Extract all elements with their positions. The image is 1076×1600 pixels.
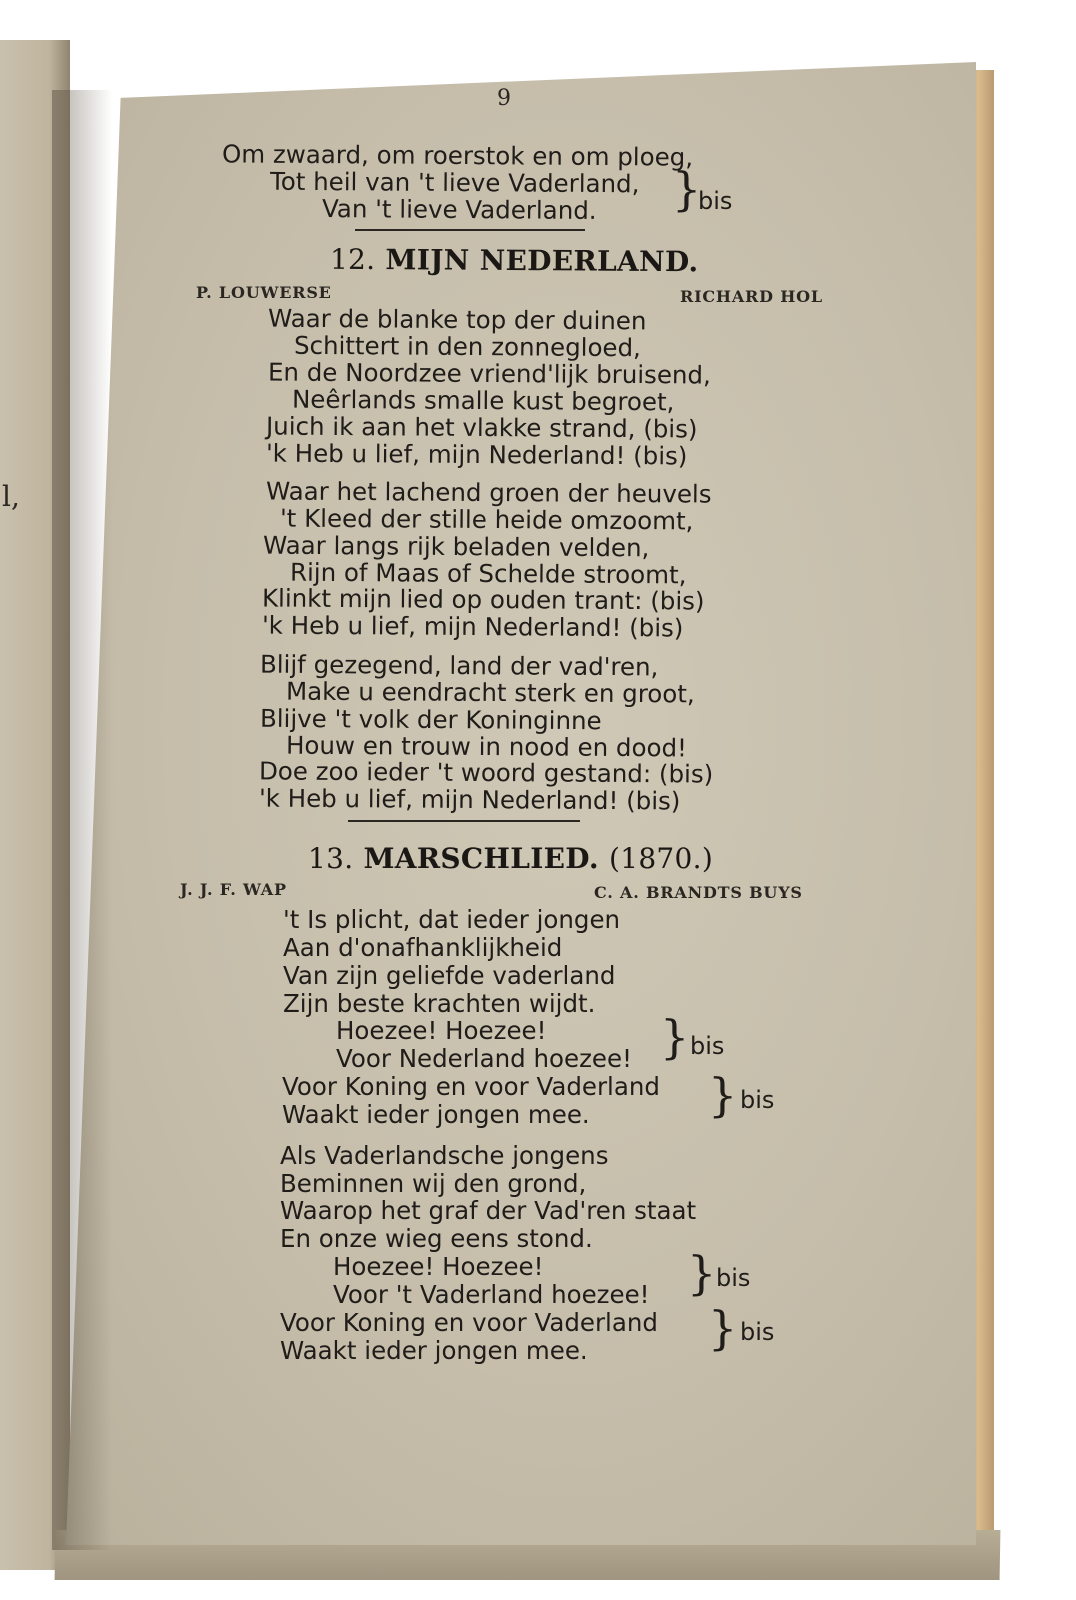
refrain-line: Hoezee! Hoezee! [336, 1016, 547, 1045]
refrain-line: Voor Koning en voor Vaderland [282, 1072, 660, 1101]
verse-line: En de Noordzee vriend'lijk bruisend, [267, 357, 711, 390]
song-title-text: MARSCHLIED. [363, 842, 599, 875]
verse-line: 't Kleed der stille heide omzoomt, [279, 503, 694, 536]
lyricist-credit: J. J. F. WAP [180, 880, 287, 899]
verse-line: Zijn beste krachten wijdt. [283, 989, 596, 1018]
bis-label: bis [698, 187, 733, 215]
bis-brace: } [687, 1246, 717, 1300]
verse-line: Doe zoo ieder 't woord gestand: (bis) [258, 756, 714, 789]
composer-credit: C. A. BRANDTS BUYS [594, 883, 803, 902]
verse-line: Blijve 't volk der Koninginne [259, 703, 602, 736]
song-title [308, 842, 713, 875]
verse-line: Als Vaderlandsche jongens [280, 1141, 609, 1170]
section-divider [355, 229, 585, 231]
verse-line: Houw en trouw in nood en dood! [285, 730, 688, 763]
verse-line: Beminnen wij den grond, [280, 1169, 587, 1198]
song-title-text: MIJN NEDERLAND. [385, 243, 699, 279]
verse-line: 'k Heb u lief, mijn Nederland! (bis) [265, 438, 688, 471]
song-title [330, 243, 699, 279]
page-number: 9 [497, 86, 511, 111]
verse-line: Van zijn geliefde vaderland [283, 961, 616, 990]
facing-page-edge [0, 40, 70, 1570]
bis-brace: } [708, 1301, 738, 1355]
bis-brace: } [672, 162, 702, 216]
refrain-line: Hoezee! Hoezee! [333, 1252, 544, 1281]
bis-label: bis [740, 1318, 775, 1346]
refrain-line: Voor 't Vaderland hoezee! [333, 1280, 650, 1309]
verse-line: Neêrlands smalle kust begroet, [291, 384, 675, 417]
bis-label: bis [740, 1086, 775, 1114]
song-number: 12. [329, 242, 376, 277]
verse-line: Waarop het graf der Vad'ren staat [280, 1196, 697, 1225]
verse-line: 't Is plicht, dat ieder jongen [283, 905, 621, 934]
verse-line: Schittert in den zonnegloed, [293, 330, 642, 363]
refrain-line: Voor Nederland hoezee! [336, 1044, 632, 1073]
bis-label: bis [690, 1032, 725, 1060]
verse-line: Waar langs rijk beladen velden, [262, 530, 650, 563]
refrain-line: Voor Koning en voor Vaderland [280, 1308, 658, 1337]
section-divider [348, 820, 580, 822]
verse-line: Blijf gezegend, land der vad'ren, [259, 649, 659, 682]
song-number: 13. [308, 842, 354, 875]
verse-line: Waar het lachend groen der heuvels [265, 476, 712, 509]
verse-line: Aan d'onafhanklijkheid [283, 933, 563, 962]
lyricist-credit: P. LOUWERSE [196, 283, 332, 302]
composer-credit: RICHARD HOL [680, 287, 823, 306]
bis-brace: } [708, 1068, 738, 1122]
bis-brace: } [660, 1010, 690, 1064]
refrain-line: Waakt ieder jongen mee. [282, 1100, 590, 1129]
verse-line: Klinkt mijn lied op ouden trant: (bis) [261, 583, 705, 616]
verse-line: Juich ik aan het vlakke strand, (bis) [265, 411, 698, 444]
verse-line: Make u eendracht sterk en groot, [285, 676, 695, 709]
verse-line: En onze wieg eens stond. [280, 1224, 593, 1253]
refrain-line: Waakt ieder jongen mee. [280, 1336, 588, 1365]
verse-line: Waar de blanke top der duinen [267, 303, 647, 336]
verse-line: Van 't lieve Vaderland. [321, 194, 597, 225]
facing-page-text-fragment: l, [2, 480, 20, 513]
verse-line: Rijn of Maas of Schelde stroomt, [289, 557, 687, 590]
verse-line: 'k Heb u lief, mijn Nederland! (bis) [261, 610, 684, 643]
verse-line: Tot heil van 't lieve Vaderland, [269, 166, 640, 199]
verse-line: 'k Heb u lief, mijn Nederland! (bis) [258, 783, 681, 816]
bis-label: bis [716, 1264, 751, 1292]
verse-line: Om zwaard, om roerstok en om ploeg, [221, 139, 694, 172]
song-year: (1870.) [608, 842, 714, 875]
